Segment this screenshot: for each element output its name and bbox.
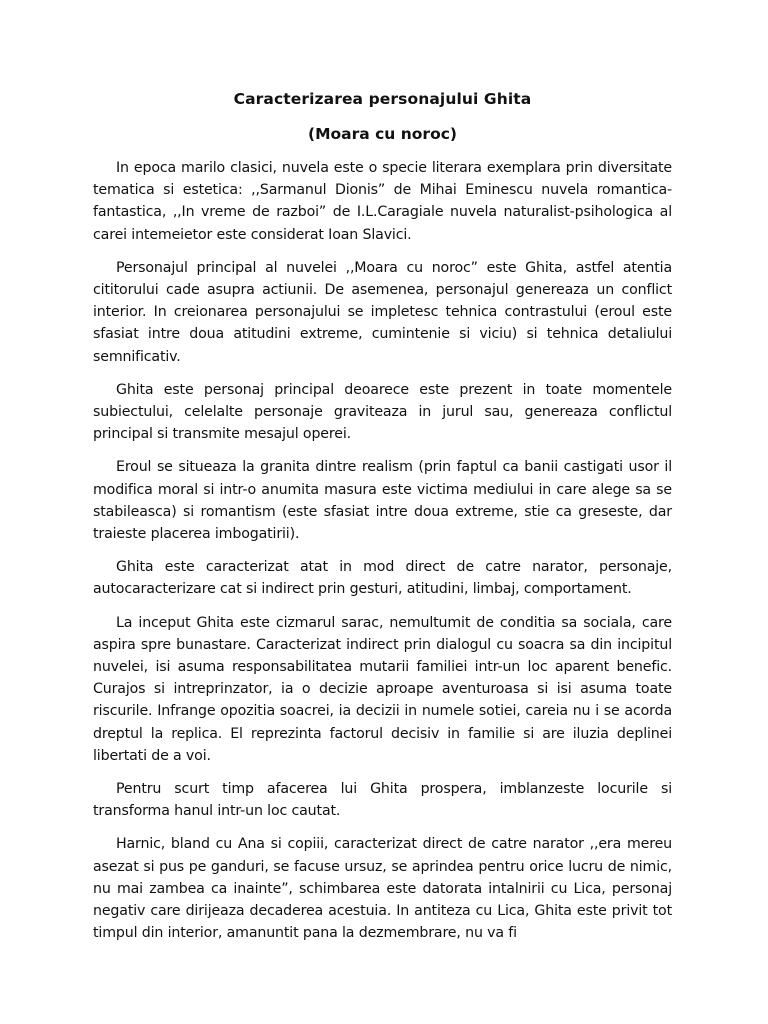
- document-title: Caracterizarea personajului Ghita: [233, 90, 532, 108]
- document-subtitle: (Moara cu noroc): [308, 125, 457, 143]
- paragraph-main-character: Personajul principal al nuvelei ,,Moara cu noroc” este Ghita, astfel atentia cititorului cade asupra actiunii. De asemenea, personajul genereaza un conflict interior. In creionarea personajului se impletesc tehnica contrastului (eroul este sfasiat intre doua atitudini extreme, cumintenie si viciu) si tehnica detaliului semnificativ.: [93, 259, 672, 365]
- paragraph-intro: In epoca marilo clasici, nuvela este o specie literara exemplara prin diversitate tematica si estetica: ,,Sarmanul Dionis” de Mihai Eminescu nuvela romantica-fantastica, ,,In vreme de razboi” de I.L.Caragiale nuvela naturalist-psihologica al carei intemeietor este considerat Ioan Slavici.: [93, 160, 672, 243]
- paragraph-change: Harnic, bland cu Ana si copiii, caracterizat direct de catre narator ,,era mereu asezat si pus pe ganduri, se facuse ursuz, se aprindea pentru orice lucru de nimic, nu mai zambea ca inainte”, schimbarea este datorata intalnirii cu Lica, personaj negativ care dirijeaza decaderea acestuia. In antiteza cu Lica, Ghita este privit tot timpul din interior, amanuntit pana la dezmembrare, nu va fi: [93, 836, 672, 942]
- paragraph-principal-role: Ghita este personaj principal deoarece este prezent in toate momentele subiectului, celelalte personaje graviteaza in jurul sau, genereaza conflictul principal si transmite mesajul operei.: [93, 381, 672, 443]
- paragraph-prosperity: Pentru scurt timp afacerea lui Ghita prospera, imblanzeste locurile si transforma hanul intr-un loc cautat.: [93, 781, 672, 820]
- paragraph-beginning: La inceput Ghita este cizmarul sarac, nemultumit de conditia sa sociala, care aspira spre bunastare. Caracterizat indirect prin dialogul cu soacra sa din incipitul nuvelei, isi asuma responsabilitatea mutarii familiei intr-un loc aparent benefic. Curajos si intreprinzator, ia o decizie aproape aventuroasa si isi asuma toate riscurile. Infrange opozitia soacrei, ia decizii in numele sotiei, careia nu i se acorda dreptul la replica. El reprezinta factorul decisiv in familie si are iluzia deplinei libertati de a voi.: [93, 614, 672, 764]
- paragraph-characterization: Ghita este caracterizat atat in mod direct de catre narator, personaje, autocaracterizare cat si indirect prin gesturi, atitudini, limbaj, comportament.: [93, 559, 672, 598]
- paragraph-realism-romantism: Eroul se situeaza la granita dintre realism (prin faptul ca banii castigati usor il modifica moral si intr-o anumita masura este victima mediului in care alege sa se stabileasca) si romantism (este sfasiat intre doua extreme, stie ca greseste, dar traieste placerea imbogatirii).: [93, 459, 672, 543]
